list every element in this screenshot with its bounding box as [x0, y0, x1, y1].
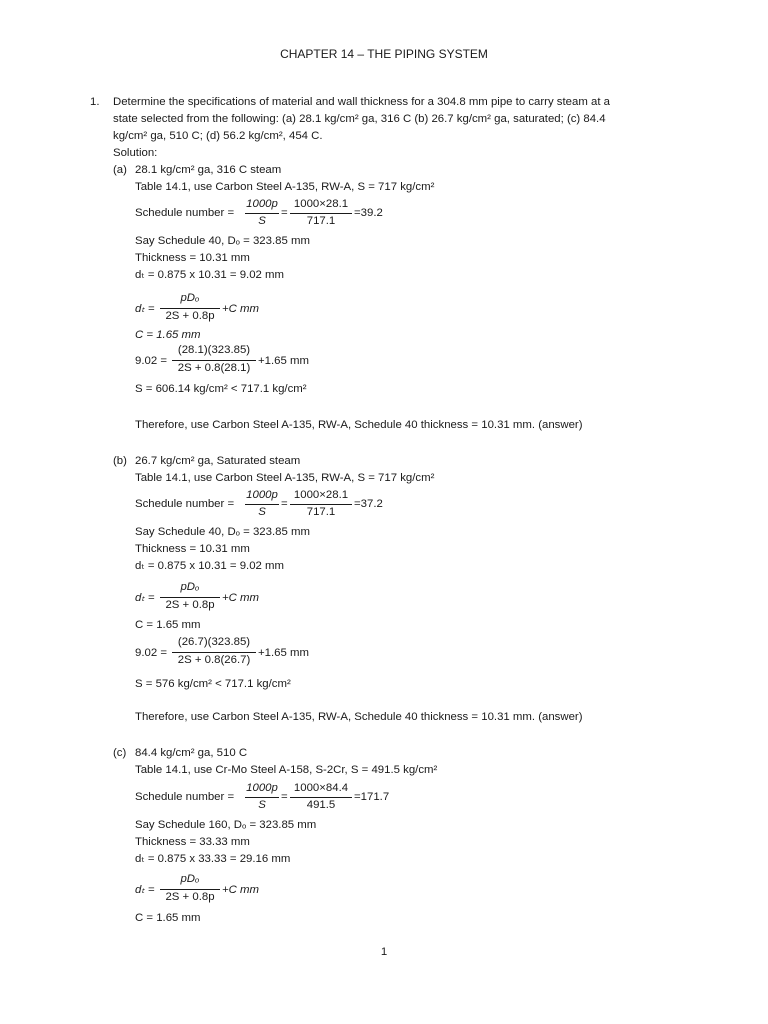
- fraction-numerator: (28.1)(323.85): [177, 344, 251, 356]
- part-a-table: Table 14.1, use Carbon Steel A-135, RW-A, S = 717 kg/cm²: [135, 181, 435, 193]
- part-a-formula-lhs: dₜ =: [135, 303, 155, 315]
- part-b-sub-lhs: 9.02 =: [135, 647, 167, 659]
- part-a-answer: Therefore, use Carbon Steel A-135, RW-A, Schedule 40 thickness = 10.31 mm. (answer): [135, 419, 583, 431]
- fraction-bar: [160, 889, 220, 890]
- problem-number: 1.: [90, 96, 100, 108]
- part-b-formula-rhs: +C mm: [222, 592, 260, 604]
- fraction-numerator: 1000p: [246, 782, 278, 794]
- part-b-schedule-prefix: Schedule number =: [135, 498, 235, 510]
- part-a-heading: 28.1 kg/cm² ga, 316 C steam: [135, 164, 282, 176]
- part-c-label: (c): [113, 747, 127, 759]
- part-b-schedule-fraction-1: [245, 489, 279, 519]
- part-a-schedule-result: =39.2: [354, 207, 383, 219]
- fraction-numerator: (26.7)(323.85): [177, 636, 251, 648]
- equals-sign: =: [281, 791, 288, 803]
- equals-sign: =: [281, 207, 288, 219]
- fraction-bar: [290, 213, 352, 214]
- solution-label: Solution:: [113, 147, 158, 159]
- part-a-schedule-prefix: Schedule number =: [135, 207, 235, 219]
- fraction-numerator: pDₒ: [180, 581, 200, 593]
- part-b-sub-rhs: +1.65 mm: [258, 647, 309, 659]
- fraction-denominator: 2S + 0.8p: [165, 891, 215, 903]
- part-c-formula-lhs: dₜ =: [135, 884, 155, 896]
- part-b-s-result: S = 576 kg/cm² < 717.1 kg/cm²: [135, 678, 291, 690]
- fraction-denominator: 717.1: [306, 215, 336, 227]
- part-c-schedule-fraction-2: [290, 782, 352, 812]
- fraction-numerator: 1000×28.1: [293, 489, 349, 501]
- part-b-thickness-formula: [160, 581, 220, 613]
- part-b-formula-lhs: dₜ =: [135, 592, 155, 604]
- fraction-numerator: 1000p: [246, 198, 278, 210]
- part-c-schedule-result: =171.7: [354, 791, 390, 803]
- part-b-table: Table 14.1, use Carbon Steel A-135, RW-A, S = 717 kg/cm²: [135, 472, 435, 484]
- fraction-denominator: S: [258, 215, 266, 227]
- fraction-bar: [172, 360, 256, 361]
- part-c-dt: dₜ = 0.875 x 33.33 = 29.16 mm: [135, 853, 291, 865]
- fraction-bar: [290, 797, 352, 798]
- part-b-heading: 26.7 kg/cm² ga, Saturated steam: [135, 455, 301, 467]
- part-b-label: (b): [113, 455, 127, 467]
- fraction-denominator: 2S + 0.8(26.7): [177, 654, 251, 666]
- part-b-c: C = 1.65 mm: [135, 619, 201, 631]
- part-c-heading: 84.4 kg/cm² ga, 510 C: [135, 747, 248, 759]
- part-b-schedule-fraction-2: [290, 489, 352, 519]
- part-c-say: Say Schedule 160, Dₒ = 323.85 mm: [135, 819, 317, 831]
- part-a-schedule-fraction-1: [245, 198, 279, 228]
- fraction-numerator: 1000×28.1: [293, 198, 349, 210]
- page-number: 1: [380, 946, 388, 958]
- problem-line-1: Determine the specifications of material and wall thickness for a 304.8 mm pipe to carry steam at a: [113, 96, 610, 108]
- fraction-bar: [290, 504, 352, 505]
- problem-line-2: state selected from the following: (a) 28.1 kg/cm² ga, 316 C (b) 26.7 kg/cm² ga, saturated; (c) 84.4: [113, 113, 606, 125]
- part-c-c: C = 1.65 mm: [135, 912, 201, 924]
- fraction-denominator: S: [258, 799, 266, 811]
- part-c-thickness-formula: [160, 873, 220, 905]
- fraction-bar: [245, 213, 279, 214]
- fraction-denominator: 2S + 0.8p: [165, 599, 215, 611]
- part-a-schedule-fraction-2: [290, 198, 352, 228]
- equals-sign: =: [281, 498, 288, 510]
- fraction-denominator: S: [258, 506, 266, 518]
- fraction-numerator: 1000×84.4: [293, 782, 349, 794]
- fraction-numerator: pDₒ: [180, 873, 200, 885]
- part-a-thickness: Thickness = 10.31 mm: [135, 252, 250, 264]
- fraction-denominator: 491.5: [306, 799, 336, 811]
- fraction-bar: [245, 504, 279, 505]
- part-c-formula-rhs: +C mm: [222, 884, 260, 896]
- part-c-thickness: Thickness = 33.33 mm: [135, 836, 250, 848]
- fraction-bar: [245, 797, 279, 798]
- part-b-substitution: [172, 636, 256, 668]
- part-a-dt: dₜ = 0.875 x 10.31 = 9.02 mm: [135, 269, 285, 281]
- fraction-denominator: 717.1: [306, 506, 336, 518]
- fraction-bar: [160, 308, 220, 309]
- part-a-thickness-formula: [160, 292, 220, 324]
- part-a-c: C = 1.65 mm: [135, 329, 201, 341]
- part-a-substitution: [172, 344, 256, 376]
- part-a-say: Say Schedule 40, Dₒ = 323.85 mm: [135, 235, 310, 247]
- fraction-denominator: 2S + 0.8(28.1): [177, 362, 251, 374]
- part-c-schedule-fraction-1: [245, 782, 279, 812]
- fraction-numerator: 1000p: [246, 489, 278, 501]
- part-a-sub-lhs: 9.02 =: [135, 355, 167, 367]
- chapter-title: CHAPTER 14 – THE PIPING SYSTEM: [280, 47, 488, 61]
- fraction-denominator: 2S + 0.8p: [165, 310, 215, 322]
- fraction-bar: [172, 652, 256, 653]
- part-b-say: Say Schedule 40, Dₒ = 323.85 mm: [135, 526, 310, 538]
- part-c-table: Table 14.1, use Cr-Mo Steel A-158, S-2Cr, S = 491.5 kg/cm²: [135, 764, 438, 776]
- part-a-label: (a): [113, 164, 127, 176]
- part-b-schedule-result: =37.2: [354, 498, 383, 510]
- fraction-numerator: pDₒ: [180, 292, 200, 304]
- fraction-bar: [160, 597, 220, 598]
- part-a-formula-rhs: +C mm: [222, 303, 260, 315]
- part-b-answer: Therefore, use Carbon Steel A-135, RW-A, Schedule 40 thickness = 10.31 mm. (answer): [135, 711, 583, 723]
- problem-line-3: kg/cm² ga, 510 C; (d) 56.2 kg/cm², 454 C.: [113, 130, 323, 142]
- part-a-s-result: S = 606.14 kg/cm² < 717.1 kg/cm²: [135, 383, 307, 395]
- part-a-sub-rhs: +1.65 mm: [258, 355, 309, 367]
- part-b-dt: dₜ = 0.875 x 10.31 = 9.02 mm: [135, 560, 285, 572]
- part-b-thickness: Thickness = 10.31 mm: [135, 543, 250, 555]
- part-c-schedule-prefix: Schedule number =: [135, 791, 235, 803]
